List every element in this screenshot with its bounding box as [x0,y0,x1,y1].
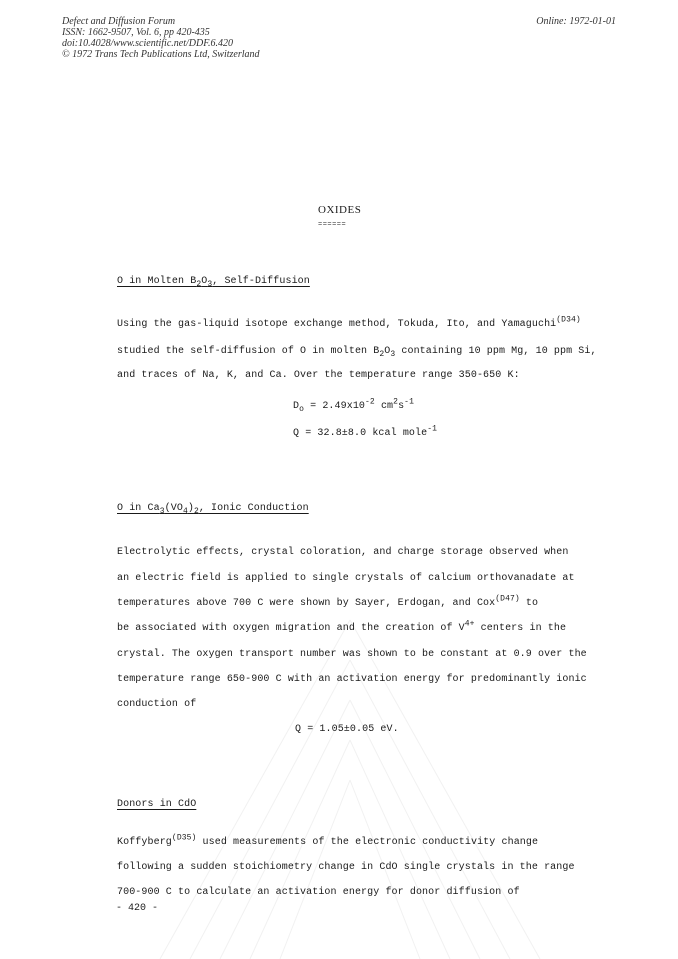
paragraph-line: 700-900 C to calculate an activation energy for donor diffusion of [117,887,520,898]
watermark-graphic [140,610,560,959]
doi-line: doi:10.4028/www.scientific.net/DDF.6.420 [62,38,234,49]
equation-diffusion-coefficient: $D_o = 2.49x10^{-2}$ $cm^2s^{-1}$ [293,397,414,414]
paragraph-line: studied the self-diffusion of O in molten $B_2O_3$ containing 10 ppm Mg, 10 ppm Si, [117,346,597,359]
equation-activation-energy: Q = 32.8±8.0 kcal mole$^{-1}$ [293,424,438,439]
paragraph-line: temperature range 650-900 C with an activation energy for predominantly ionic [117,674,587,685]
journal-name: Defect and Diffusion Forum [62,16,176,27]
paragraph-line: following a sudden stoichiometry change in CdO single crystals in the range [117,862,575,873]
journal-header [62,16,260,60]
issn-line: ISSN: 1662-9507, Vol. 6, pp 420-435 [62,27,210,38]
paragraph-line: an electric field is applied to single crystals of calcium orthovanadate at [117,573,575,584]
page-title: OXIDES [318,204,362,216]
paragraph-line: Electrolytic effects, crystal coloration, and charge storage observed when [117,547,569,558]
section-heading-calcium-vanadate: O in $Ca_3(VO_4)_2$, Ionic Conduction [117,503,309,516]
paragraph-line: be associated with oxygen migration and the creation of $V^{4+}$ centers in the [117,619,567,634]
equation-ionic-activation-energy: Q = 1.05±0.05 eV. [295,724,399,735]
paragraph-line: Using the gas-liquid isotope exchange method, Tokuda, Ito, and Yamaguchi$^{(D34)}$ [117,315,581,330]
paragraph-line: temperatures above 700 C were shown by Sayer, Erdogan, and Cox$^{(D47)}$ to [117,594,539,609]
online-date: Online: 1972-01-01 [536,16,616,27]
title-rule: ====== [318,221,347,229]
section-heading-donors-cdo: Donors in CdO [117,799,197,810]
paragraph-line: crystal. The oxygen transport number was shown to be constant at 0.9 over the [117,649,587,660]
copyright-line: © 1972 Trans Tech Publications Ltd, Switzerland [62,49,260,60]
paragraph-line: conduction of [117,699,197,710]
paragraph-line: Koffyberg$^{(D35)}$ used measurements of the electronic conductivity change [117,833,539,848]
page-number: - 420 - [116,903,159,914]
paragraph-line: and traces of Na, K, and Ca. Over the temperature range 350-650 K: [117,370,520,381]
section-heading-boron-oxide: O in Molten $B_2O_3$, Self-Diffusion [117,276,310,289]
